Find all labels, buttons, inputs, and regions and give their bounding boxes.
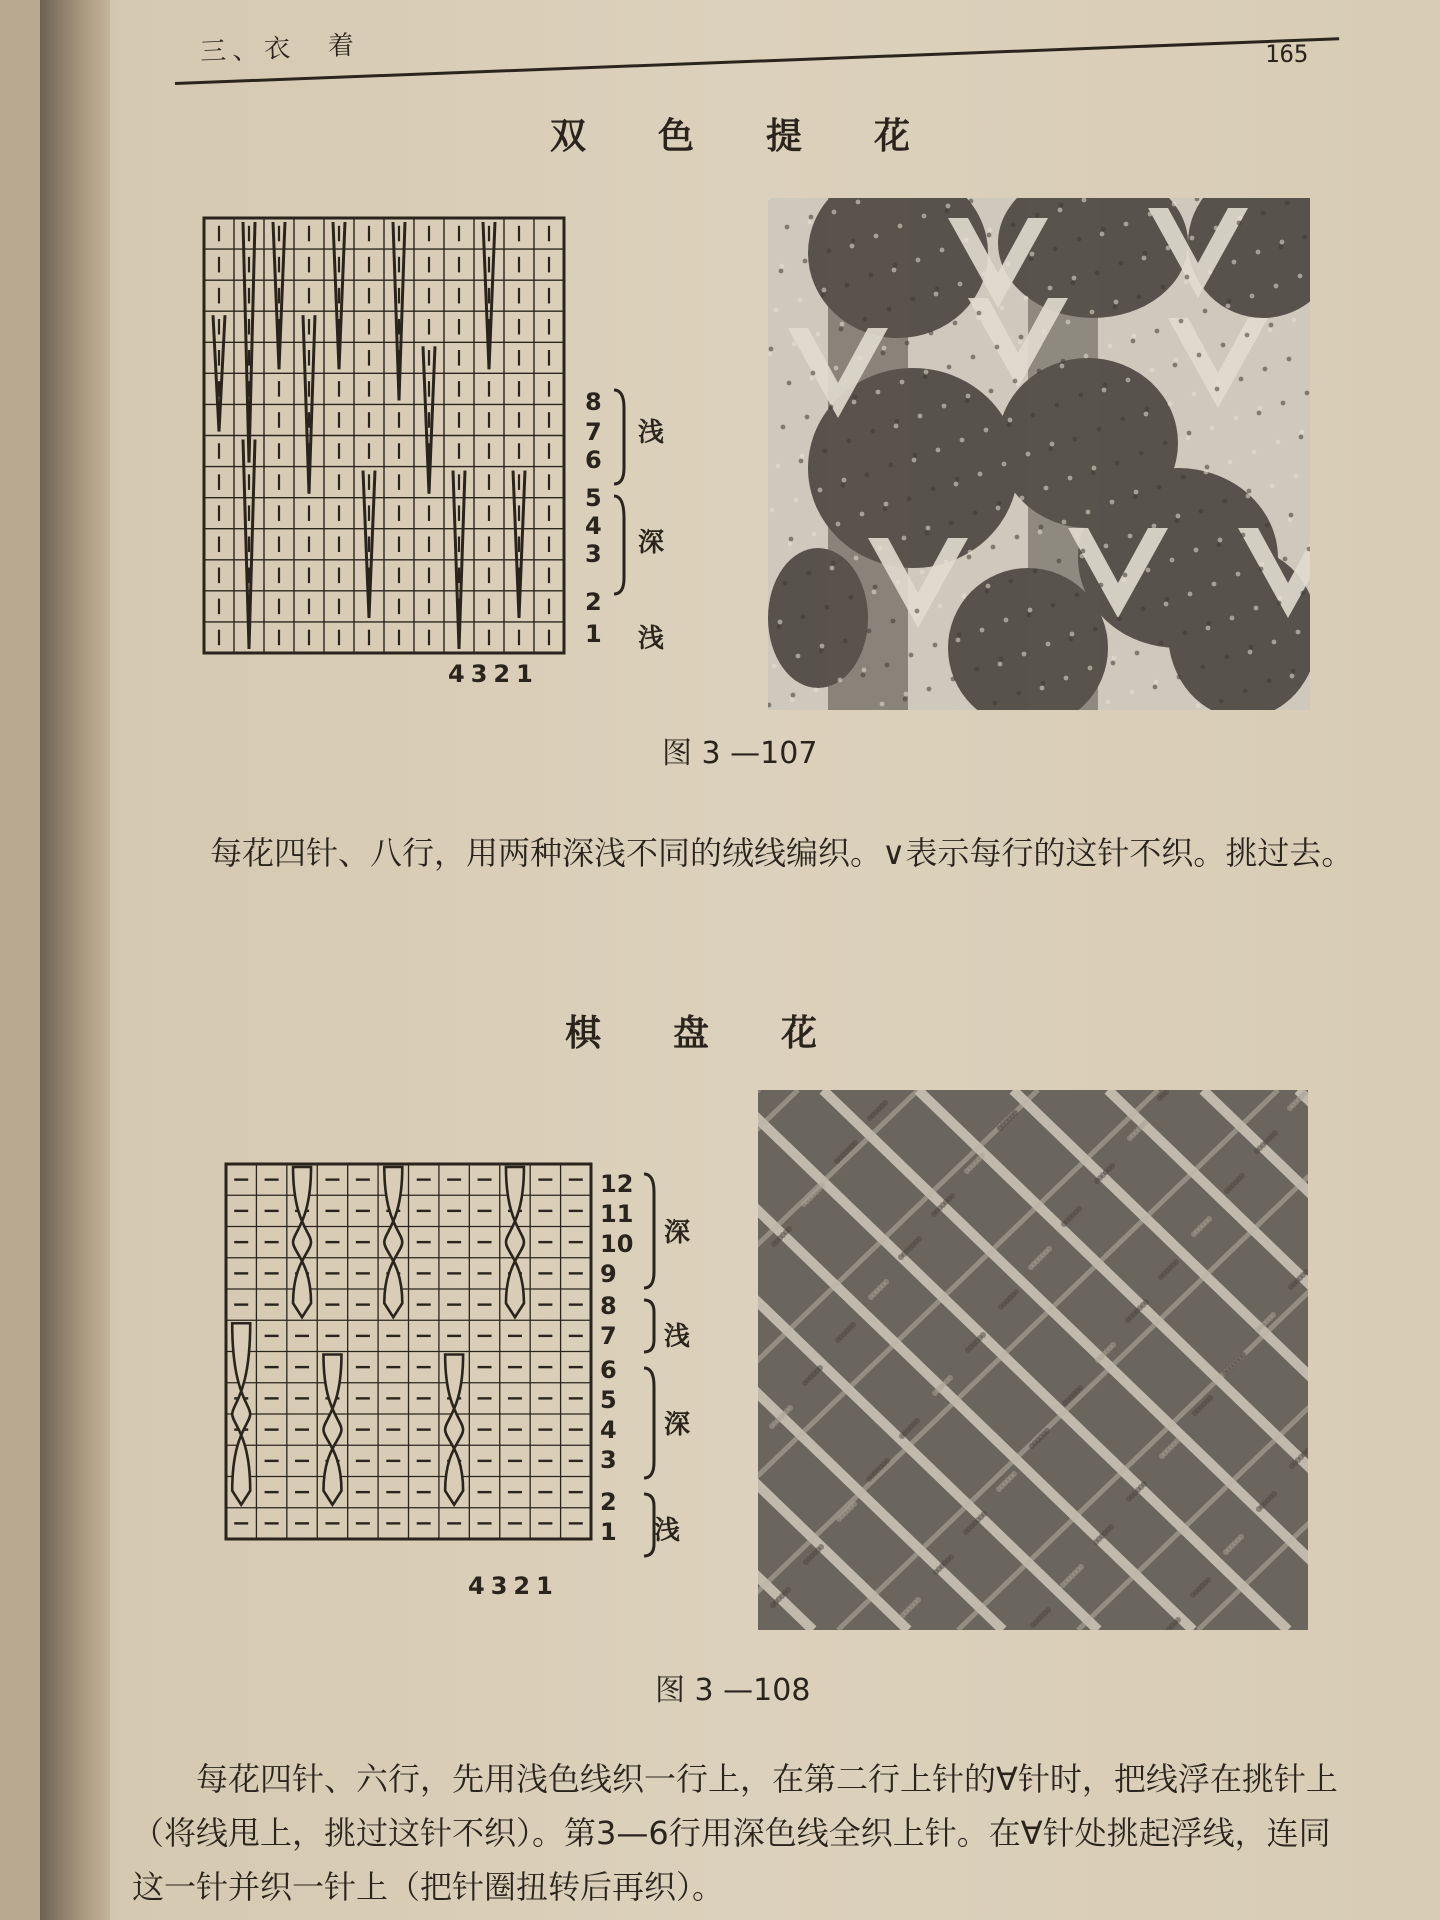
row-label: 4: [585, 512, 602, 540]
row-label: 8: [585, 388, 602, 416]
row-label: 7: [600, 1322, 617, 1350]
section-2-description: 每花四针、六行，先用浅色线织一行上，在第二行上针的∀针时，把线浮在挑针上（将线甩上，挑过这针不织）。第3—6行用深色线全织上针。在∀针处挑起浮线，连同这一针并织一针上（把针圈扭转后再织）。: [132, 1760, 1338, 1906]
row-label: 12: [600, 1170, 634, 1198]
chart-1-bracket-label-light: 浅: [638, 418, 665, 448]
section-title-two-color-jacquard: 双色提花: [550, 116, 983, 157]
row-label: 5: [585, 484, 602, 512]
row-label: 3: [585, 540, 602, 568]
section-1-description: 每花四针、八行，用两种深浅不同的绒线编织。∨表示每行的这针不织。挑过去。: [210, 834, 1354, 872]
knitting-chart-2: [222, 1160, 597, 1545]
knitting-chart-1-grid: [198, 212, 578, 662]
row-label: 2: [600, 1488, 617, 1516]
row-label: 5: [600, 1386, 617, 1414]
figure-caption-3-108: 图 3 —108: [655, 1673, 811, 1708]
chart-2-bracket-label-light-bottom: 浅: [654, 1516, 681, 1546]
row-label: 9: [600, 1260, 617, 1288]
chart-2-bracket-label-light: 浅: [664, 1322, 691, 1352]
row-label: 6: [600, 1356, 617, 1384]
row-label: 1: [600, 1518, 617, 1546]
chart-2-bracket-label-dark: 深: [664, 1410, 691, 1440]
row-label: 4: [600, 1416, 617, 1444]
chart-2-brackets: [640, 1172, 662, 1562]
chart-2-bracket-label-dark-top: 深: [664, 1218, 691, 1248]
row-label: 6: [585, 446, 602, 474]
book-spine-shadow: [40, 0, 110, 1920]
chart-1-bracket-label-dark: 深: [638, 528, 665, 558]
chart-2-column-labels: 4321: [468, 1572, 559, 1600]
row-label: 3: [600, 1446, 617, 1474]
row-label: 10: [600, 1230, 634, 1258]
knitting-chart-2-grid: [222, 1160, 597, 1545]
row-label: 8: [600, 1292, 617, 1320]
running-head: 三、衣 着: [199, 30, 361, 68]
chart-1-bracket-label-light-bottom: 浅: [638, 624, 665, 654]
checkerboard-fabric-photo: [758, 1090, 1308, 1630]
knitting-chart-1: [198, 212, 578, 662]
row-label: 11: [600, 1200, 634, 1228]
figure-caption-3-107: 图 3 —107: [662, 736, 818, 771]
section-title-checkerboard: 棋盘花: [565, 1013, 890, 1054]
jacquard-fabric-photo: [768, 198, 1310, 710]
chart-1-column-labels: 4321: [448, 660, 539, 688]
chart-1-brackets: [610, 388, 632, 648]
row-label: 1: [585, 620, 602, 648]
page-number: 165: [1265, 40, 1309, 68]
row-label: 2: [585, 588, 602, 616]
row-label: 7: [585, 418, 602, 446]
